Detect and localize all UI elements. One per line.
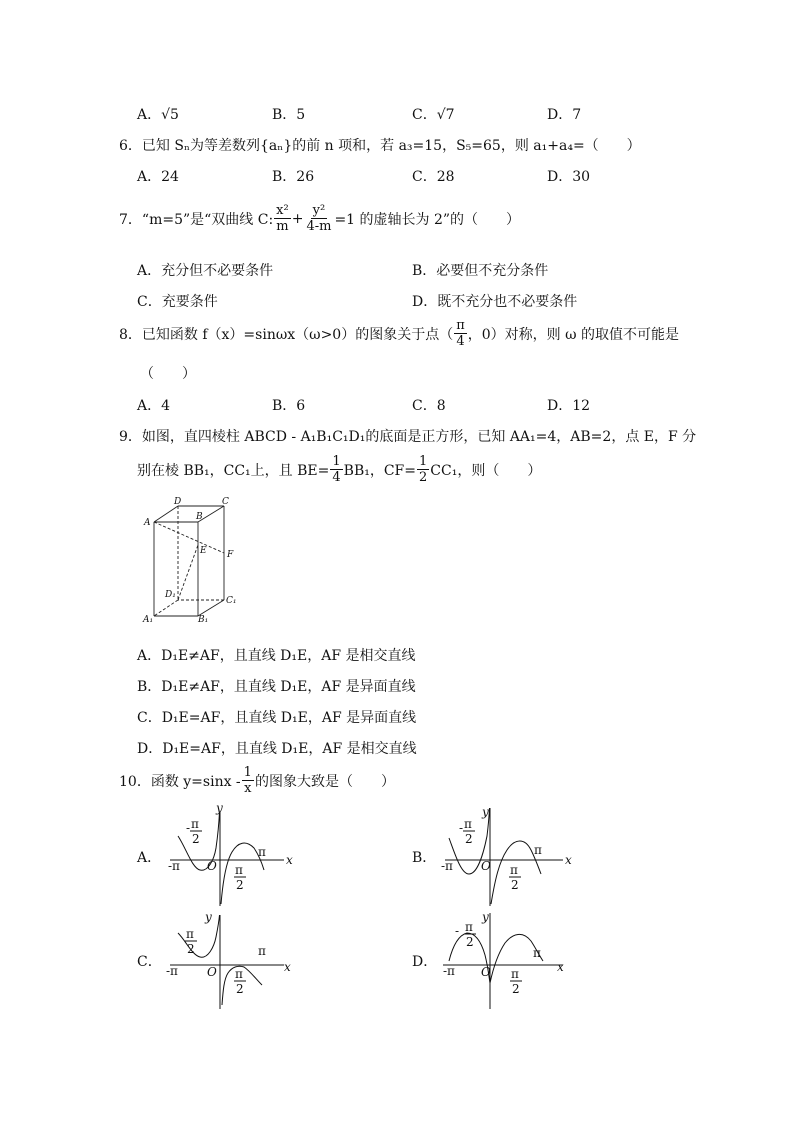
origin-label: O xyxy=(207,965,217,979)
q10-option-c-label: C． xyxy=(137,954,162,970)
q7-option-c: C．充要条件 xyxy=(137,294,218,310)
y-label: y xyxy=(482,805,489,819)
neg-half-pi-num: π xyxy=(191,817,199,831)
pi-label: π xyxy=(258,845,266,859)
x-label: x xyxy=(284,960,291,974)
label-b: B xyxy=(196,512,203,522)
q5-option-c: C．√7 xyxy=(412,107,455,123)
q8-option-a: A．4 xyxy=(137,398,171,414)
x-label: x xyxy=(286,853,293,867)
neg-half-pi-den: 2 xyxy=(465,832,473,846)
q7-option-b: B．必要但不充分条件 xyxy=(412,263,549,279)
q9-frac2-num: 1 xyxy=(419,454,428,469)
q8-option-b: B．6 xyxy=(272,398,306,414)
q10-frac-den: x xyxy=(244,781,252,796)
neg-half-pi-num: π xyxy=(186,927,194,941)
prism-figure xyxy=(140,495,250,625)
curve-left xyxy=(178,915,220,957)
segment-af xyxy=(154,522,224,553)
q5-option-b: B．5 xyxy=(272,107,306,123)
q9-option-a: A．D₁E≠AF，且直线 D₁E，AF 是相交直线 xyxy=(137,648,416,664)
q7-suffix: =1 的虚轴长为 2”的（ ） xyxy=(334,211,521,228)
q9-line2-c: CC₁，则（ ） xyxy=(430,462,542,479)
q8-option-c: C．8 xyxy=(412,398,446,414)
y-label: y xyxy=(216,801,223,815)
label-d1: D₁ xyxy=(165,590,176,600)
label-a: A xyxy=(144,518,151,528)
q9-line2-a: 别在棱 BB₁，CC₁上，且 BE= xyxy=(137,462,330,479)
segment-d1e xyxy=(178,545,198,600)
q10-fraction xyxy=(242,765,254,796)
q7-plus: + xyxy=(291,210,304,227)
pi-label: π xyxy=(533,946,541,960)
q9-frac1-den: 4 xyxy=(332,470,341,485)
q10-stem xyxy=(119,765,395,796)
label-e: E xyxy=(200,546,207,556)
q7-prefix: 7．“m=5”是“双曲线 C: xyxy=(119,211,274,228)
half-pi-num: π xyxy=(235,863,243,877)
graph-option-b xyxy=(435,800,575,910)
label-d: D xyxy=(174,497,182,507)
edge-d1a1 xyxy=(154,600,178,616)
neg-sign: - xyxy=(186,821,191,835)
q8-option-d: D．12 xyxy=(547,398,591,414)
q7-option-a: A．充分但不必要条件 xyxy=(137,263,274,279)
neg-half-pi-den: 2 xyxy=(187,942,195,956)
q7-frac1-den: m xyxy=(276,219,289,234)
q7-frac2-den: 4-m xyxy=(306,219,332,234)
half-pi-den: 2 xyxy=(236,982,244,996)
neg-pi-label: -π xyxy=(168,859,180,873)
q7-option-d: D．既不充分也不必要条件 xyxy=(412,294,578,310)
neg-sign: - xyxy=(455,924,460,938)
label-f: F xyxy=(227,550,234,560)
x-label: x xyxy=(557,960,564,974)
origin-label: O xyxy=(481,965,491,979)
q8-fraction xyxy=(454,318,467,349)
origin-label: O xyxy=(481,859,491,873)
q9-stem-line1: 9．如图，直四棱柱 ABCD - A₁B₁C₁D₁的底面是正方形，已知 AA₁=4，AB=2，点 E，F 分 xyxy=(119,429,697,445)
q10-option-d-label: D． xyxy=(412,954,438,970)
y-label: y xyxy=(482,910,489,924)
q8-answer-paren: （ ） xyxy=(140,366,196,382)
q6-stem: 6．已知 Sₙ为等差数列{aₙ}的前 n 项和，若 a₃=15，S₅=65，则 a₁+a₄=（ ） xyxy=(119,138,641,154)
y-label: y xyxy=(205,910,212,924)
graph-option-d xyxy=(435,905,575,1015)
q7-frac1-num: x² xyxy=(276,203,289,218)
neg-pi-label: -π xyxy=(441,859,453,873)
q5-option-a: A．√5 xyxy=(137,107,179,123)
pi-label: π xyxy=(258,944,266,958)
edge-da xyxy=(154,506,178,522)
q8-frac-num: π xyxy=(456,318,465,333)
q6-option-a: A．24 xyxy=(137,169,179,185)
q6-option-c: C．28 xyxy=(412,169,455,185)
half-pi-num: π xyxy=(510,863,518,877)
neg-half-pi-den: 2 xyxy=(192,832,200,846)
label-b1: B₁ xyxy=(198,615,209,625)
q9-fraction-2 xyxy=(417,454,429,485)
q10-option-b-label: B． xyxy=(412,850,437,866)
origin-label: O xyxy=(207,859,217,873)
q9-option-b: B．D₁E≠AF，且直线 D₁E，AF 是异面直线 xyxy=(137,679,416,695)
q9-stem-line2 xyxy=(137,454,541,485)
q10-suffix: 的图象大致是（ ） xyxy=(254,773,395,790)
half-pi-den: 2 xyxy=(511,878,519,892)
q5-option-d: D．7 xyxy=(547,107,582,123)
label-c1: C₁ xyxy=(226,596,237,606)
q9-fraction-1 xyxy=(330,454,342,485)
half-pi-den: 2 xyxy=(236,878,244,892)
q10-option-a-label: A． xyxy=(137,850,162,866)
neg-pi-label: -π xyxy=(166,964,178,978)
neg-half-pi-num: π xyxy=(465,920,473,934)
q9-frac1-num: 1 xyxy=(332,454,341,469)
graph-option-a xyxy=(160,800,300,910)
label-c: C xyxy=(222,497,229,507)
q10-prefix: 10．函数 y=sinx - xyxy=(119,773,241,790)
x-label: x xyxy=(565,853,572,867)
graph-option-c xyxy=(160,905,300,1015)
half-pi-num: π xyxy=(235,967,243,981)
label-a1: A₁ xyxy=(143,615,154,625)
q8-stem xyxy=(119,318,679,349)
neg-sign: - xyxy=(459,821,464,835)
half-pi-num: π xyxy=(511,967,519,981)
q8-prefix: 8．已知函数 f（x）=sinωx（ω>0）的图象关于点（ xyxy=(119,326,454,343)
edge-b1c1 xyxy=(198,600,224,616)
q7-frac2-num: y² xyxy=(312,203,326,218)
q7-fraction-y xyxy=(304,203,333,234)
neg-half-pi-num: π xyxy=(464,817,472,831)
neg-pi-label: -π xyxy=(443,964,455,978)
q9-option-d: D．D₁E=AF，且直线 D₁E，AF 是相交直线 xyxy=(137,741,417,757)
q10-frac-num: 1 xyxy=(243,765,252,780)
q6-option-b: B．26 xyxy=(272,169,315,185)
neg-half-pi-den: 2 xyxy=(466,935,474,949)
q9-line2-b: BB₁，CF= xyxy=(343,462,417,479)
half-pi-den: 2 xyxy=(512,982,520,996)
q6-option-d: D．30 xyxy=(547,169,591,185)
q9-frac2-den: 2 xyxy=(419,470,428,485)
q8-frac-den: 4 xyxy=(456,334,465,349)
q9-option-c: C．D₁E=AF，且直线 D₁E，AF 是异面直线 xyxy=(137,710,417,726)
q8-suffix: ，0）对称，则 ω 的取值不可能是 xyxy=(467,326,679,343)
q7-fraction-x xyxy=(274,203,291,234)
pi-label: π xyxy=(534,843,542,857)
q7-stem xyxy=(119,203,520,234)
